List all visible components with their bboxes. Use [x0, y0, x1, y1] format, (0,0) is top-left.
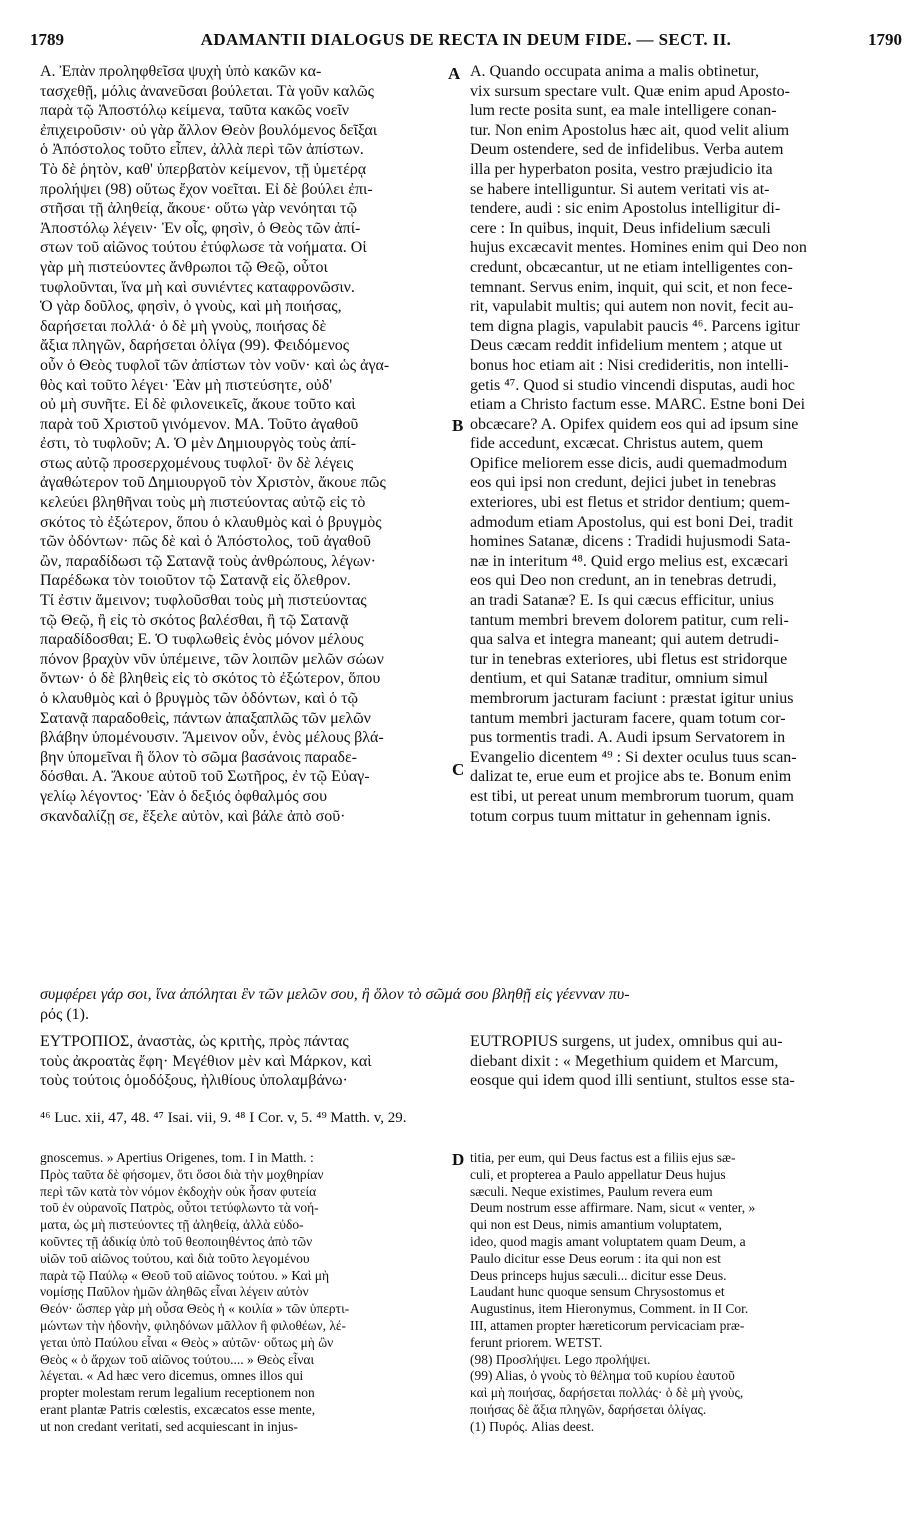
- greek-text-line: στων τοῦ αἰῶνος τούτου ἐτύφλωσε τὰ νοήματα. Οἱ: [40, 239, 367, 257]
- greek-text-line: τῶν ὀδόντων· πῶς δὲ καὶ ὁ Ἀπόστολος, τοῦ ἀγαθοῦ: [40, 533, 371, 551]
- greek-text-line: σκανδαλίζῃ σε, ἔξελε αὐτὸν, καὶ βάλε ἀπὸ σοῦ·: [40, 807, 346, 825]
- greek-text-line: ἄξια πληγῶν, δαρήσεται ὀλίγα (99). Φειδόμενος: [40, 337, 350, 355]
- greek-text-line: τασχεθῇ, μόλις ἀνανεῦσαι βούλεται. Τὰ γοῦν καλῶς: [40, 82, 374, 100]
- footnote-line: (1) Πυρός. Alias deest.: [470, 1418, 595, 1434]
- full-width-greek-line: συμφέρει γάρ σοι, ἵνα ἀπόληται ἓν τῶν μελῶν σου, ἢ ὅλον τὸ σῶμά σου βληθῇ εἰς γέενναν πυ-: [40, 986, 630, 1003]
- footnote-line: τοῦ ἐν οὐρανοῖς Πατρὸς, οὗτοι τετύφλωντο τὰ νοή-: [40, 1200, 319, 1216]
- greek-text-line: δόσθαι. Α. Ἄκουε αὐτοῦ τοῦ Σωτῆρος, ἐν τῷ Εὐαγ-: [40, 768, 370, 786]
- greek-text-line: ἐστι, τὸ τυφλοῦν; Α. Ὁ μὲν Δημιουργὸς τοὺς ἀπί-: [40, 435, 357, 453]
- greek-text-line: στῆσαι τῇ ἀληθείᾳ, ἄκουε· οὕτω γὰρ νενόηται τῷ: [40, 200, 357, 218]
- latin-text-line: tendere, audi : sic enim Apostolus intelligitur di-: [470, 200, 781, 218]
- greek-text-line: τυφλοῦνται, ἵνα μὴ καὶ συνιέντες καταφρονῶσιν.: [40, 278, 355, 296]
- footnote-line: υἱῶν τοῦ αἰῶνος τούτου, καὶ διὰ τοῦτο λεγομένου: [40, 1250, 310, 1266]
- footnote-line: Deus princeps hujus sæculi... dicitur esse Deus.: [470, 1267, 727, 1283]
- greek-text-line: θὸς καὶ τοῦτο λέγει· Ἐὰν μὴ πιστεύσητε, οὐδ': [40, 376, 333, 394]
- footnote-line: ferunt priorem. WETST.: [470, 1334, 603, 1350]
- latin-text-line: homines Satanæ, dicens : Tradidi hujusmodi Sata-: [470, 533, 791, 551]
- greek-text-column: [40, 62, 450, 826]
- footnote-line: Laudant hunc quoque sensum Chrysostomus et: [470, 1284, 725, 1300]
- footnote-line: παρὰ τῷ Παύλῳ « Θεοῦ τοῦ αἰῶνος τούτου. » Καὶ μὴ: [40, 1267, 330, 1283]
- page-number-right: 1790: [868, 30, 902, 49]
- page-number-left: 1789: [30, 30, 64, 49]
- greek-text-line: στως αὐτῷ προσερχομένους τυφλοῖ· ὃν δὲ λέγεις: [40, 454, 354, 472]
- running-title: ADAMANTII DIALOGUS DE RECTA IN DEUM FIDE. — SECT. II.: [200, 30, 732, 49]
- latin-text-line: membrorum jacturam faciunt : præstat igitur unius: [470, 690, 794, 707]
- latin-text-line: an tradi Satanæ? E. Is qui cæcus efficitur, unius: [470, 592, 774, 610]
- greek-text-line: γὰρ μὴ πιστεύοντες ἄνθρωποι τῷ Θεῷ, οὗτοι: [40, 258, 328, 276]
- latin-text-line: cere : In quibus, inquit, Deus infidelium sæculi: [470, 219, 771, 237]
- latin-text-line: credunt, obcæcantur, ut ne etiam intelligentes con-: [470, 258, 793, 276]
- latin-text-line: Opifice meliorem esse dicis, audi quemadmodum: [470, 454, 788, 472]
- greek-text-line: ΕΥΤΡΟΠΙΟΣ, ἀναστὰς, ὡς κριτὴς, πρὸς πάντας: [40, 1033, 349, 1050]
- greek-text-line: σκότος τὸ ἐξώτερον, ὅπου ὁ κλαυθμὸς καὶ ὁ βρυγμὸς: [40, 513, 382, 531]
- latin-text-line: hujus excæcavit mentes. Homines enim qui Deo non: [470, 239, 807, 257]
- footnote-line: (99) Alias, ὁ γνοὺς τὸ θέλημα τοῦ κυρίου ἑαυτοῦ: [470, 1368, 735, 1384]
- footnote-line: III, attamen propter hæreticorum pervicaciam præ-: [470, 1317, 745, 1333]
- latin-text-line: dalizat te, erue eum et projice abs te. Bonum enim: [470, 768, 792, 786]
- greek-text-line: πόνον βραχὺν νῦν ὑπέμεινε, τῶν λοιπῶν μελῶν σώων: [40, 650, 384, 668]
- footnote-line: culi, et propterea a Paulo appellatur Deus hujus: [470, 1166, 726, 1182]
- latin-text-line: lum recte posita sunt, ea male intelligere conan-: [470, 102, 777, 120]
- greek-text-line: τοὺς τούτοις ὁμοδόξους, ἠλιθίους ὑπολαμβάνω·: [40, 1072, 348, 1090]
- footnote-line: ideo, quod magis amant voluptatem quam Deum, a: [470, 1233, 746, 1249]
- footnote-line: μώντων τὴν ἡδονὴν, φιληδόνων μᾶλλον ἢ φιλοθέων, λέ-: [40, 1317, 347, 1333]
- footnote-line: titia, per eum, qui Deus factus est a filiis ejus sæ-: [470, 1150, 736, 1165]
- latin-text-line: tur. Non enim Apostolus hæc ait, quod velit alium: [470, 121, 790, 139]
- latin-text-line: obcæcare? A. Opifex quidem eos qui ad ipsum sine: [470, 415, 799, 433]
- latin-text-line: fide accedunt, excæcat. Christus autem, quem: [470, 435, 764, 453]
- greek-text-line: ὄντων· ὁ δὲ βληθεὶς εἰς τὸ σκότος τὸ ἐξώτερον, ὅπου: [40, 670, 381, 688]
- footnote-line: Θεόν· ὥσπερ γὰρ μὴ οὖσα Θεὸς ἡ « κοιλία » τῶν ὑπερτι-: [40, 1301, 350, 1317]
- greek-text-line: οὖν ὁ Θεὸς τυφλοῖ τῶν ἀπίστων τὸν νοῦν· καὶ ὡς ἀγα-: [40, 356, 390, 374]
- footnotes-right-column: [470, 1150, 885, 1436]
- latin-text-line: tem digna plagis, vapulabit paucis ⁴⁶. Parcens igitur: [470, 317, 800, 335]
- latin-text-line: Deus cæcam reddit infidelium mentem ; atque ut: [470, 337, 783, 355]
- latin-text-line: rit, vapulabit multis; qui autem non novit, fecit au-: [470, 298, 794, 316]
- latin-text-column: [470, 62, 885, 826]
- greek-text-line: Τὸ δὲ ῥητὸν, καθ' ὑπερβατὸν κείμενον, τῇ ὑμετέρᾳ: [40, 160, 367, 178]
- footnote-line: Θεὸς « ὁ ἄρχων τοῦ αἰῶνος τούτου.... » Θεὸς εἶναι: [40, 1351, 315, 1367]
- latin-text-line: bonus hoc etiam ait : Nisi credideritis, non intelli-: [470, 356, 789, 374]
- footnote-line: Πρὸς ταῦτα δὲ φήσομεν, ὅτι ὅσοι διὰ τὴν μοχθηρίαν: [40, 1166, 324, 1182]
- latin-text-line: tantum membri brevem dolorem patitur, cum reli-: [470, 611, 789, 629]
- greek-text-line: Α. Ἐπὰν προληφθεῖσα ψυχὴ ὑπὸ κακῶν κα-: [40, 63, 322, 80]
- latin-text-line: vix sursum spectare vult. Quæ enim apud Aposto-: [470, 82, 790, 100]
- latin-text-line: totum corpus tuum mittatur in gehennam ignis.: [470, 807, 771, 825]
- latin-text-line: tur in tenebras exteriores, ubi fletus est stridorque: [470, 650, 788, 668]
- footnote-line: Deum nostrum esse affirmare. Nam, sicut « venter, »: [470, 1200, 756, 1216]
- footnote-line: ματα, ὡς μὴ πιστεύοντες τῇ ἀληθείᾳ, ἀλλὰ εὐδο-: [40, 1217, 304, 1233]
- latin-text-line: pus tormentis tradi. A. Audi ipsum Servatorem in: [470, 729, 786, 747]
- footnote-line: propter molestam rerum legalium receptionem non: [40, 1385, 315, 1401]
- footnote-line: ut non credant veritati, sed acquiescant in injus-: [40, 1418, 298, 1434]
- greek-text-line: παραδίδοσθαι; Ε. Ὁ τυφλωθεὶς ἑνὸς μόνον μέλους: [40, 631, 364, 649]
- greek-text-line: βλάβην ὑπομένουσιν. Ἄμεινον οὖν, ἑνὸς μέλους βλά-: [40, 729, 384, 747]
- footnote-line: καὶ μὴ ποιήσας, δαρήσεται πολλάς· ὁ δὲ μὴ γνοὺς,: [470, 1385, 744, 1401]
- footnote-line: (98) Προσλήψει. Lego προλήψει.: [470, 1351, 651, 1367]
- scripture-references: ⁴⁶ Luc. xii, 47, 48. ⁴⁷ Isai. vii, 9. ⁴⁸ I Cor. v, 5. ⁴⁹ Matth. v, 29.: [40, 1110, 407, 1126]
- greek-text-line: ὁ κλαυθμὸς καὶ ὁ βρυγμὸς τῶν ὀδόντων, καὶ ὁ τῷ: [40, 690, 359, 707]
- latin-text-line: næ in interitum ⁴⁸. Quid ergo melius est, excæcari: [470, 552, 789, 570]
- footnote-line: ποιήσας δὲ ἄξια πληγῶν, δαρήσεται ὀλίγας.: [470, 1401, 707, 1417]
- latin-text-line: Evangelio dicentem ⁴⁹ : Si dexter oculus tuus scan-: [470, 748, 797, 766]
- section-marker-d: D: [452, 1150, 465, 1169]
- latin-text-line: getis ⁴⁷. Quod si studio vincendi disputas, audi hoc: [470, 376, 795, 394]
- latin-text-line: EUTROPIUS surgens, ut judex, omnibus qui au-: [470, 1033, 783, 1050]
- section-marker-b: B: [452, 416, 464, 435]
- greek-text-line: δαρήσεται πολλά· ὁ δὲ μὴ γνοὺς, ποιήσας δὲ: [40, 317, 327, 335]
- full-width-greek-line-end: ρός (1).: [40, 1006, 89, 1023]
- greek-text-line: ὢν, παραδίδωσι τῷ Σατανᾷ τοὺς ἀνθρώπους, λέγων·: [40, 552, 376, 570]
- greek-text-line: Ἀποστόλῳ λέγειν· Ἐν οἷς, φησὶν, ὁ Θεὸς τῶν ἀπί-: [40, 219, 361, 237]
- latin-text-line: eos qui ipsi non credunt, dejici jubet in tenebras: [470, 474, 777, 492]
- latin-text-line: diebant dixit : « Megethium quidem et Marcum,: [470, 1052, 779, 1070]
- latin-text-line: dentium, et qui Satanæ traditur, omnium simul: [470, 670, 768, 688]
- latin-text-line: eosque qui idem quod illi sentiunt, stultos esse sta-: [470, 1072, 795, 1090]
- latin-text-line: temnant. Servus enim, inquit, qui scit, et non fece-: [470, 278, 793, 296]
- greek-text-line: παρὰ τῷ Ἀποστόλῳ κείμενα, ταῦτα κακῶς νοεῖν: [40, 102, 350, 120]
- running-header: [30, 30, 902, 56]
- footnote-line: erant plantæ Patris cœlestis, excæcatos esse mente,: [40, 1401, 316, 1417]
- greek-text-line: ὁ Ἀπόστολος τοῦτο εἶπεν, ἀλλὰ περὶ τῶν ἀπίστων.: [40, 141, 364, 159]
- greek-text-line: οὐ μὴ συνῆτε. Εἰ δὲ φιλονεικεῖς, ἄκουε τοῦτο καὶ: [40, 396, 356, 414]
- greek-text-line: Τί ἐστιν ἄμεινον; τυφλοῦσθαι τοὺς μὴ πιστεύοντας: [40, 592, 367, 610]
- latin-text-line: etiam a Christo factum esse. MARC. Estne boni Dei: [470, 396, 806, 414]
- greek-text-line: παρὰ τοῦ Χριστοῦ γινόμενον. ΜΑ. Τοῦτο ἀγαθοῦ: [40, 415, 359, 433]
- latin-text-line: tantum membri jacturam facere, quam totum cor-: [470, 709, 786, 727]
- footnote-line: Paulo dicitur esse Deus eorum : ita qui non est: [470, 1250, 721, 1266]
- latin-text-line: A. Quando occupata anima a malis obtinetur,: [470, 63, 760, 80]
- greek-text-line: Σατανᾷ παραδοθεὶς, πάντων ἀπαξαπλῶς τῶν μελῶν: [40, 709, 371, 727]
- greek-text-line: τῷ Θεῷ, ἢ εἰς τὸ σκότος βαλέσθαι, ἢ τῷ Σατανᾷ: [40, 611, 349, 629]
- latin-text-line: admodum etiam Apostolus, qui est boni Dei, tradit: [470, 513, 794, 531]
- greek-text-column-continued: [40, 1032, 450, 1091]
- greek-text-line: ἀγαθώτερον τοῦ Δημιουργοῦ τὸν Χριστὸν, ἄκουε πῶς: [40, 474, 386, 492]
- latin-text-line: exteriores, ubi est fletus et stridor dentium; quem-: [470, 494, 790, 512]
- latin-text-line: illa per hyperbaton posita, vestro præjudicio ita: [470, 160, 773, 178]
- footnote-line: qui non est Deus, nimis amantium voluptatem,: [470, 1217, 722, 1233]
- greek-text-line: βην ὑπομεῖναι ἢ ὅλον τὸ σῶμα βασάνοις παραδε-: [40, 748, 357, 766]
- latin-text-line: se habere intelliguntur. Si autem veritati vis at-: [470, 180, 770, 198]
- footnote-line: sæculi. Neque existimes, Paulum revera eum: [470, 1183, 713, 1199]
- footnote-line: λέγεται. « Ad hæc vero dicemus, omnes illos qui: [40, 1368, 304, 1384]
- greek-text-line: Παρέδωκα τὸν τοιοῦτον τῷ Σατανᾷ εἰς ὄλεθρον.: [40, 572, 351, 590]
- greek-text-line: ἐπιχειροῦσιν· οὐ γὰρ ἄλλον Θεὸν βουλόμενος δεῖξαι: [40, 121, 378, 139]
- greek-text-line: τοὺς ἀκροατὰς ἔφη· Μεγέθιον μὲν καὶ Μάρκον, καὶ: [40, 1052, 372, 1070]
- greek-text-line: προλήψει (98) οὕτως ἔχον νοεῖται. Εἰ δὲ βούλει ἐπι-: [40, 180, 373, 198]
- latin-text-line: est tibi, ut pereat unum membrorum tuorum, quam: [470, 787, 794, 805]
- greek-text-line: γελίῳ λέγοντος· Ἐὰν ὁ δεξιός ὀφθαλμός σου: [40, 787, 328, 805]
- footnotes-left-column: [40, 1150, 450, 1436]
- section-marker-a: A: [448, 64, 461, 83]
- latin-text-column-continued: [470, 1032, 885, 1091]
- section-marker-c: C: [452, 760, 465, 779]
- latin-text-line: qua salva et integra maneant; qui autem detrudi-: [470, 631, 779, 649]
- latin-text-line: eos qui Deo non credunt, an in tenebras detrudi,: [470, 572, 777, 590]
- greek-text-line: κελεύει βληθῆναι τοὺς μὴ πιστεύοντας αὐτῷ εἰς τὸ: [40, 494, 366, 512]
- footnote-line: νομίσῃς Παῦλον ἡμῶν ἀληθῶς εἶναι λέγειν αὐτὸν: [40, 1284, 309, 1300]
- footnote-line: Augustinus, item Hieronymus, Comment. in II Cor.: [470, 1301, 749, 1317]
- footnote-line: κοῦντες τῇ ἀδικίᾳ ὑπὸ τοῦ θεοποιηθέντος ἀπὸ τῶν: [40, 1233, 313, 1249]
- latin-text-line: Deum ostendere, sed de infidelibus. Verba autem: [470, 141, 784, 159]
- greek-text-line: Ὁ γὰρ δοῦλος, φησὶν, ὁ γνοὺς, καὶ μὴ ποιήσας,: [40, 298, 342, 316]
- footnote-line: gnoscemus. » Apertius Origenes, tom. I in Matth. :: [40, 1150, 314, 1165]
- footnote-line: γεται ὑπὸ Παύλου εἶναι « Θεὸς » αὐτῶν· οὕτως μὴ ὢν: [40, 1334, 334, 1350]
- footnote-line: περὶ τῶν κατὰ τὸν νόμον ἐκδοχὴν οὐκ ἦσαν φυτεία: [40, 1183, 317, 1199]
